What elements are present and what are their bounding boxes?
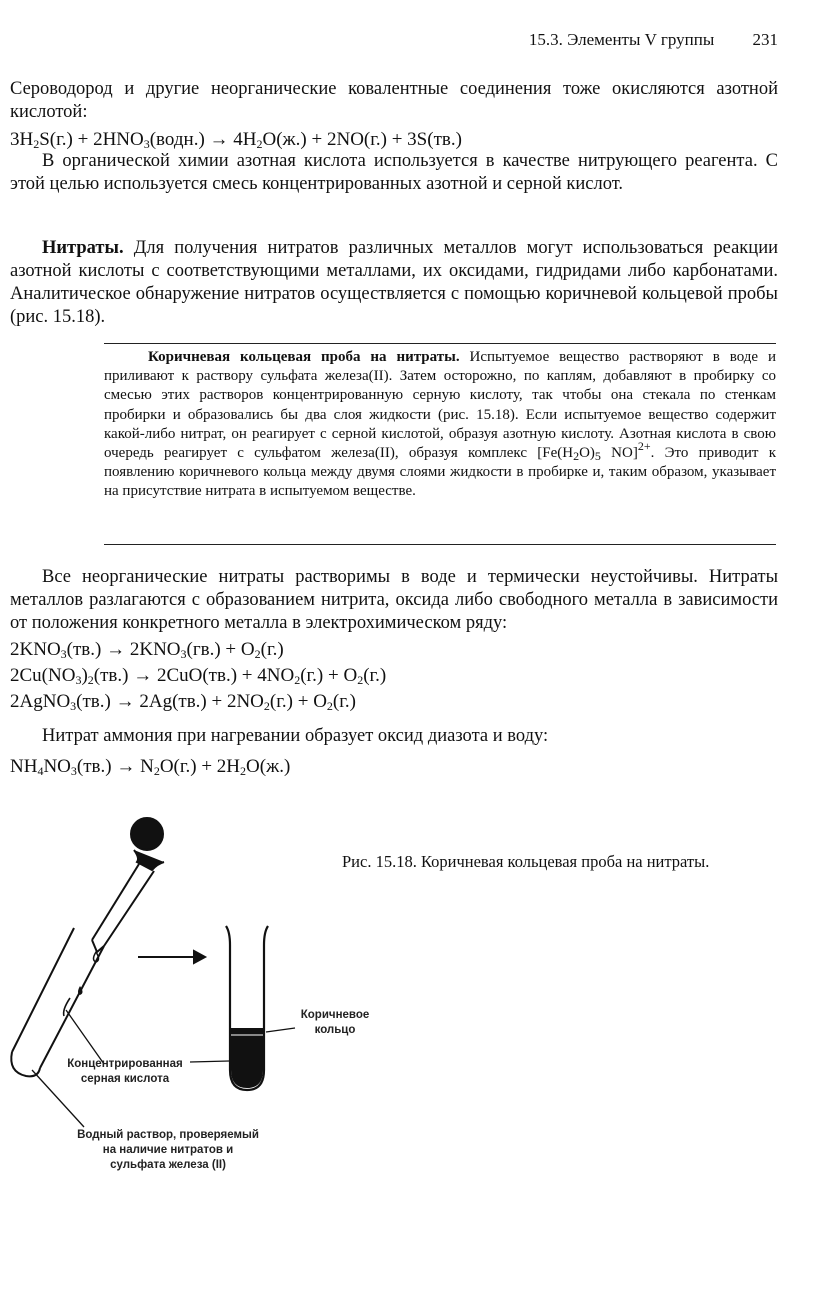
ring-test-box <box>104 343 776 545</box>
equation-h2s: $3H_2S(г.)$ + $2HNO_3(водн.) \to 4H_2O(ж.) + 2NO(г.) + 3S(тв.)$ <box>10 129 462 151</box>
paragraph-ammonium-nitrate: Нитрат аммония при нагревании образует оксид диазота и воду: <box>42 726 549 746</box>
tilted-test-tube-icon <box>11 928 104 1076</box>
ring-test-text: Коричневая кольцевая проба на нитраты. Испытуемое вещество растворяют в воде и приливают к раствору сульфата железа(II). Затем осторожно, по каплям, добавляют в пробирку со смесью этих растворов концентрированную серную кислоту, так чтобы она стекала по стенкам пробирки и образовались бы два слоя жидкости (рис. 15.18). Если испытуемое вещество содержит какой-либо нитрат, он реагирует с серной кислотой, образуя азотную кислоту. Азотная кислота в свою очередь реагирует с сульфатом железа(II), образуя комплекс [$Fe(H_2O)_5$ NO]$^{2+}$. Это приводит к появлению коричневого кольца между двумя слоями жидкости в пробирке и, таким образом, указывает на присутствие нитрата в испытуемом веществе. <box>104 349 776 500</box>
brown-ring-layer <box>231 1028 263 1088</box>
running-header <box>529 30 778 50</box>
figure-caption: Рис. 15.18. Коричневая кольцевая проба на нитраты. <box>342 852 710 871</box>
equation-nh4no3: $NH_4NO_3(тв.) \to N_2O(г.) + 2H_2O(ж.)$ <box>10 756 291 778</box>
label-test-solution: Водный раствор, проверяемый на наличие нитратов и сульфата железа (II) <box>77 1129 259 1171</box>
paragraph-nitrate-decomposition: Все неорганические нитраты растворимы в воде и термически неустойчивы. Нитраты металлов разлагаются с образованием нитрита, оксида либо свободного металла в зависимости от положения конкретного металла в электрохимическом ряду: <box>10 567 778 633</box>
equation-agno3: 2AgNO$_3$(тв.) → $2Ag(тв.) + 2NO_2(г.) + O_2(г.)$ <box>10 691 356 713</box>
arrow-right-icon <box>138 951 205 963</box>
paragraph-nitrates: Нитраты. Для получения нитратов различных металлов могут использоваться реакции азотной кислоты с соответствующими металлами, их оксидами, гидридами либо карбонатами. Аналитическое обнаружение нитратов осуществляется с помощью коричневой кольцевой пробы (рис. 15.18). <box>10 238 778 327</box>
dropper-bulb-icon <box>131 818 163 850</box>
paragraph-nitration: В органической химии азотная кислота используется в качестве нитрующего реагента. С этой целью используется смесь концентрированных азотной и серной кислот. <box>10 151 778 194</box>
page-number: 231 <box>752 30 778 49</box>
dropper-icon <box>92 818 164 952</box>
nitrates-heading: Нитраты. <box>42 238 124 258</box>
label-brown-ring: Коричневое кольцо <box>300 1009 370 1036</box>
paragraph-h2s-oxidation: Сероводород и другие неорганические ковалентные соединения тоже окисляются азотной кислотой: <box>10 79 778 122</box>
figure-ring-test <box>0 800 420 1200</box>
label-sulfuric-acid: Концентрированная серная кислота <box>67 1058 183 1085</box>
ring-test-heading: Коричневая кольцевая проба на нитраты. <box>148 349 460 365</box>
section-title: 15.3. Элементы V группы <box>528 30 715 49</box>
equation-cuno3: $2Cu(NO_3)_2(тв.) \to 2CuO(тв.) + 4NO_2(г.) + O_2(г.)$ <box>10 665 387 687</box>
equation-kno3: $2KNO_3(тв.) \to 2KNO_3(гв.) + O_2(г.)$ <box>10 639 284 661</box>
